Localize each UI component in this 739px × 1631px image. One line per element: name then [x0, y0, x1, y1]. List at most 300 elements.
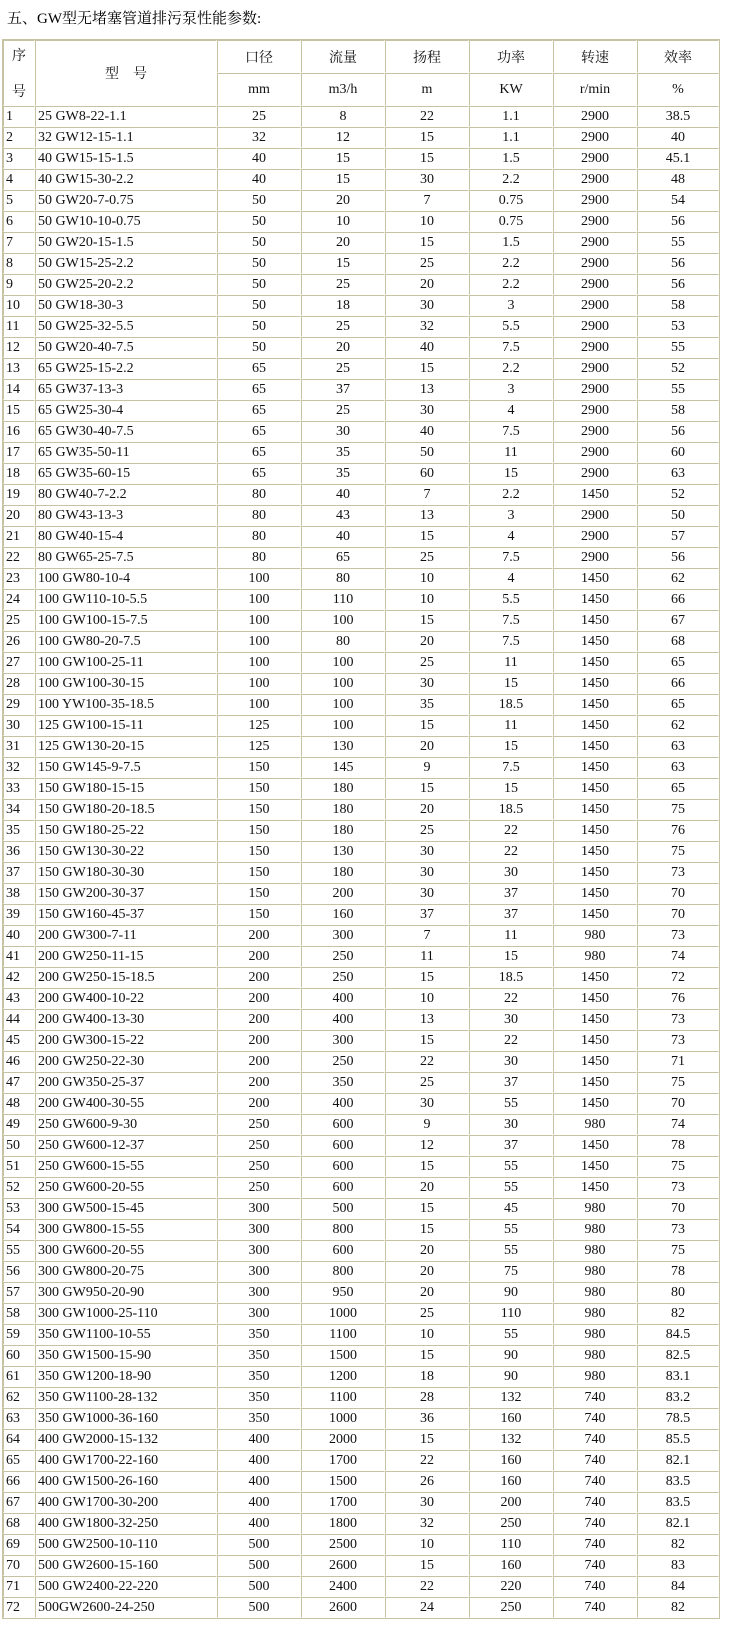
cell-speed: 2900 [553, 127, 637, 148]
cell-flow: 250 [301, 946, 385, 967]
cell-model: 300 GW950-20-90 [35, 1282, 217, 1303]
cell-no: 52 [3, 1177, 35, 1198]
cell-efficiency: 72 [637, 967, 719, 988]
cell-power: 22 [469, 1030, 553, 1051]
cell-flow: 1100 [301, 1387, 385, 1408]
cell-efficiency: 58 [637, 295, 719, 316]
cell-speed: 2900 [553, 463, 637, 484]
cell-diameter: 500 [217, 1555, 301, 1576]
cell-no: 60 [3, 1345, 35, 1366]
cell-speed: 2900 [553, 106, 637, 127]
cell-efficiency: 73 [637, 862, 719, 883]
cell-head: 15 [385, 148, 469, 169]
cell-model: 125 GW100-15-11 [35, 715, 217, 736]
cell-flow: 1200 [301, 1366, 385, 1387]
page-title: 五、GW型无堵塞管道排污泵性能参数: [7, 11, 262, 27]
cell-flow: 20 [301, 337, 385, 358]
cell-no: 18 [3, 463, 35, 484]
cell-model: 50 GW20-15-1.5 [35, 232, 217, 253]
table-row [3, 106, 719, 127]
cell-power: 5.5 [469, 316, 553, 337]
cell-diameter: 200 [217, 967, 301, 988]
cell-efficiency: 55 [637, 337, 719, 358]
cell-flow: 800 [301, 1219, 385, 1240]
cell-efficiency: 83.5 [637, 1471, 719, 1492]
cell-flow: 1500 [301, 1345, 385, 1366]
cell-flow: 600 [301, 1177, 385, 1198]
cell-efficiency: 74 [637, 946, 719, 967]
cell-power: 55 [469, 1156, 553, 1177]
cell-diameter: 150 [217, 841, 301, 862]
cell-speed: 2900 [553, 442, 637, 463]
table-row [3, 358, 719, 379]
cell-flow: 25 [301, 316, 385, 337]
cell-power: 18.5 [469, 694, 553, 715]
cell-diameter: 250 [217, 1177, 301, 1198]
cell-efficiency: 57 [637, 526, 719, 547]
header-row-names [3, 40, 719, 73]
cell-head: 15 [385, 1345, 469, 1366]
cell-diameter: 125 [217, 736, 301, 757]
table-row [3, 1303, 719, 1324]
cell-efficiency: 58 [637, 400, 719, 421]
table-row [3, 1261, 719, 1282]
cell-head: 9 [385, 1114, 469, 1135]
cell-diameter: 50 [217, 232, 301, 253]
cell-head: 10 [385, 988, 469, 1009]
table-row [3, 1387, 719, 1408]
table-row [3, 1366, 719, 1387]
cell-efficiency: 52 [637, 358, 719, 379]
cell-efficiency: 48 [637, 169, 719, 190]
cell-model: 100 GW110-10-5.5 [35, 589, 217, 610]
cell-head: 15 [385, 1030, 469, 1051]
cell-power: 15 [469, 673, 553, 694]
cell-flow: 2000 [301, 1429, 385, 1450]
cell-power: 132 [469, 1429, 553, 1450]
cell-head: 28 [385, 1387, 469, 1408]
cell-efficiency: 82.5 [637, 1345, 719, 1366]
cell-head: 40 [385, 337, 469, 358]
cell-flow: 100 [301, 694, 385, 715]
cell-model: 50 GW25-32-5.5 [35, 316, 217, 337]
cell-speed: 2900 [553, 148, 637, 169]
cell-model: 65 GW35-50-11 [35, 442, 217, 463]
col-header-speed: 转速 [553, 40, 637, 73]
cell-flow: 40 [301, 526, 385, 547]
cell-speed: 1450 [553, 1051, 637, 1072]
cell-diameter: 500 [217, 1597, 301, 1618]
table-row [3, 1450, 719, 1471]
cell-flow: 180 [301, 820, 385, 841]
table-row [3, 1282, 719, 1303]
cell-head: 36 [385, 1408, 469, 1429]
cell-efficiency: 53 [637, 316, 719, 337]
col-header-no-bottom: 号 [12, 85, 26, 100]
cell-power: 2.2 [469, 253, 553, 274]
cell-head: 30 [385, 1492, 469, 1513]
cell-efficiency: 66 [637, 589, 719, 610]
cell-head: 32 [385, 316, 469, 337]
cell-no: 28 [3, 673, 35, 694]
table-row [3, 400, 719, 421]
cell-flow: 80 [301, 568, 385, 589]
cell-flow: 43 [301, 505, 385, 526]
cell-power: 110 [469, 1534, 553, 1555]
table-row [3, 715, 719, 736]
cell-efficiency: 65 [637, 652, 719, 673]
table-row [3, 379, 719, 400]
table-row [3, 799, 719, 820]
table-row [3, 862, 719, 883]
cell-model: 400 GW1800-32-250 [35, 1513, 217, 1534]
cell-power: 15 [469, 463, 553, 484]
cell-power: 15 [469, 736, 553, 757]
cell-power: 55 [469, 1177, 553, 1198]
table-row [3, 337, 719, 358]
cell-diameter: 65 [217, 463, 301, 484]
cell-model: 65 GW35-60-15 [35, 463, 217, 484]
cell-power: 55 [469, 1093, 553, 1114]
cell-diameter: 100 [217, 589, 301, 610]
cell-efficiency: 70 [637, 883, 719, 904]
cell-no: 67 [3, 1492, 35, 1513]
cell-power: 2.2 [469, 274, 553, 295]
cell-head: 25 [385, 253, 469, 274]
cell-efficiency: 82.1 [637, 1450, 719, 1471]
cell-diameter: 65 [217, 442, 301, 463]
cell-no: 27 [3, 652, 35, 673]
cell-power: 7.5 [469, 757, 553, 778]
cell-power: 90 [469, 1345, 553, 1366]
cell-model: 400 GW1700-22-160 [35, 1450, 217, 1471]
cell-speed: 740 [553, 1387, 637, 1408]
cell-head: 10 [385, 211, 469, 232]
table-row [3, 442, 719, 463]
cell-no: 61 [3, 1366, 35, 1387]
table-row [3, 820, 719, 841]
cell-model: 300 GW600-20-55 [35, 1240, 217, 1261]
cell-diameter: 250 [217, 1156, 301, 1177]
cell-no: 64 [3, 1429, 35, 1450]
cell-diameter: 25 [217, 106, 301, 127]
cell-efficiency: 83.5 [637, 1492, 719, 1513]
cell-head: 20 [385, 799, 469, 820]
cell-diameter: 65 [217, 400, 301, 421]
cell-diameter: 400 [217, 1471, 301, 1492]
cell-speed: 1450 [553, 715, 637, 736]
cell-efficiency: 82 [637, 1597, 719, 1618]
cell-head: 15 [385, 778, 469, 799]
cell-diameter: 150 [217, 778, 301, 799]
table-row [3, 1240, 719, 1261]
cell-power: 4 [469, 568, 553, 589]
cell-head: 9 [385, 757, 469, 778]
cell-speed: 980 [553, 1303, 637, 1324]
cell-speed: 740 [553, 1576, 637, 1597]
cell-efficiency: 73 [637, 1009, 719, 1030]
cell-speed: 1450 [553, 1093, 637, 1114]
cell-head: 30 [385, 841, 469, 862]
cell-no: 36 [3, 841, 35, 862]
table-row [3, 127, 719, 148]
cell-no: 56 [3, 1261, 35, 1282]
cell-flow: 300 [301, 925, 385, 946]
cell-head: 10 [385, 1534, 469, 1555]
cell-no: 72 [3, 1597, 35, 1618]
cell-power: 11 [469, 925, 553, 946]
cell-model: 40 GW15-30-2.2 [35, 169, 217, 190]
cell-efficiency: 70 [637, 1198, 719, 1219]
cell-speed: 2900 [553, 316, 637, 337]
cell-flow: 200 [301, 883, 385, 904]
cell-model: 80 GW65-25-7.5 [35, 547, 217, 568]
cell-speed: 980 [553, 1282, 637, 1303]
cell-flow: 100 [301, 715, 385, 736]
cell-speed: 1450 [553, 757, 637, 778]
cell-power: 37 [469, 1072, 553, 1093]
cell-model: 200 GW400-30-55 [35, 1093, 217, 1114]
cell-speed: 1450 [553, 631, 637, 652]
cell-diameter: 100 [217, 694, 301, 715]
cell-model: 250 GW600-20-55 [35, 1177, 217, 1198]
cell-head: 35 [385, 694, 469, 715]
cell-model: 300 GW500-15-45 [35, 1198, 217, 1219]
table-row [3, 1492, 719, 1513]
cell-flow: 18 [301, 295, 385, 316]
cell-diameter: 200 [217, 946, 301, 967]
cell-no: 37 [3, 862, 35, 883]
cell-flow: 20 [301, 232, 385, 253]
cell-flow: 600 [301, 1114, 385, 1135]
cell-model: 50 GW10-10-0.75 [35, 211, 217, 232]
cell-flow: 1700 [301, 1450, 385, 1471]
cell-efficiency: 75 [637, 799, 719, 820]
cell-no: 53 [3, 1198, 35, 1219]
cell-head: 10 [385, 1324, 469, 1345]
cell-power: 45 [469, 1198, 553, 1219]
cell-speed: 740 [553, 1513, 637, 1534]
cell-diameter: 80 [217, 526, 301, 547]
table-row [3, 883, 719, 904]
cell-no: 49 [3, 1114, 35, 1135]
cell-no: 66 [3, 1471, 35, 1492]
table-row [3, 1072, 719, 1093]
cell-efficiency: 76 [637, 988, 719, 1009]
cell-efficiency: 62 [637, 715, 719, 736]
cell-power: 30 [469, 862, 553, 883]
cell-efficiency: 56 [637, 274, 719, 295]
cell-model: 200 GW400-13-30 [35, 1009, 217, 1030]
cell-no: 42 [3, 967, 35, 988]
cell-diameter: 100 [217, 673, 301, 694]
cell-no: 57 [3, 1282, 35, 1303]
cell-speed: 740 [553, 1471, 637, 1492]
cell-head: 15 [385, 715, 469, 736]
cell-head: 11 [385, 946, 469, 967]
cell-no: 6 [3, 211, 35, 232]
cell-head: 12 [385, 1135, 469, 1156]
table-row [3, 316, 719, 337]
cell-power: 4 [469, 400, 553, 421]
cell-speed: 2900 [553, 358, 637, 379]
cell-power: 250 [469, 1513, 553, 1534]
cell-power: 55 [469, 1219, 553, 1240]
cell-head: 24 [385, 1597, 469, 1618]
table-row [3, 1471, 719, 1492]
cell-flow: 100 [301, 652, 385, 673]
cell-flow: 500 [301, 1198, 385, 1219]
cell-efficiency: 56 [637, 547, 719, 568]
table-header [3, 40, 719, 106]
cell-model: 200 GW300-15-22 [35, 1030, 217, 1051]
cell-no: 17 [3, 442, 35, 463]
cell-efficiency: 54 [637, 190, 719, 211]
cell-model: 500 GW2500-10-110 [35, 1534, 217, 1555]
cell-diameter: 50 [217, 253, 301, 274]
cell-model: 400 GW1700-30-200 [35, 1492, 217, 1513]
cell-model: 300 GW800-20-75 [35, 1261, 217, 1282]
table-row [3, 421, 719, 442]
cell-head: 30 [385, 862, 469, 883]
table-row [3, 904, 719, 925]
table-row [3, 778, 719, 799]
cell-no: 35 [3, 820, 35, 841]
cell-power: 75 [469, 1261, 553, 1282]
cell-head: 15 [385, 610, 469, 631]
cell-no: 11 [3, 316, 35, 337]
cell-power: 160 [469, 1555, 553, 1576]
cell-efficiency: 75 [637, 1156, 719, 1177]
table-row [3, 1051, 719, 1072]
cell-head: 40 [385, 421, 469, 442]
cell-no: 29 [3, 694, 35, 715]
cell-diameter: 50 [217, 337, 301, 358]
cell-model: 250 GW600-12-37 [35, 1135, 217, 1156]
cell-power: 220 [469, 1576, 553, 1597]
cell-no: 39 [3, 904, 35, 925]
cell-head: 30 [385, 400, 469, 421]
col-header-flow: 流量 [301, 40, 385, 73]
table-row [3, 463, 719, 484]
cell-power: 4 [469, 526, 553, 547]
cell-flow: 180 [301, 799, 385, 820]
table-row [3, 274, 719, 295]
cell-efficiency: 62 [637, 568, 719, 589]
table-row [3, 1114, 719, 1135]
cell-no: 58 [3, 1303, 35, 1324]
table-row [3, 631, 719, 652]
cell-efficiency: 56 [637, 253, 719, 274]
cell-flow: 2400 [301, 1576, 385, 1597]
pump-spec-table [2, 39, 720, 1619]
cell-model: 150 GW180-20-18.5 [35, 799, 217, 820]
cell-power: 90 [469, 1366, 553, 1387]
table-row [3, 295, 719, 316]
cell-diameter: 80 [217, 547, 301, 568]
cell-no: 15 [3, 400, 35, 421]
cell-efficiency: 65 [637, 778, 719, 799]
cell-efficiency: 66 [637, 673, 719, 694]
cell-speed: 1450 [553, 904, 637, 925]
cell-no: 1 [3, 106, 35, 127]
cell-diameter: 200 [217, 1051, 301, 1072]
cell-power: 37 [469, 1135, 553, 1156]
cell-flow: 15 [301, 253, 385, 274]
cell-speed: 740 [553, 1492, 637, 1513]
table-row [3, 1576, 719, 1597]
cell-head: 22 [385, 106, 469, 127]
cell-no: 22 [3, 547, 35, 568]
cell-speed: 980 [553, 1366, 637, 1387]
cell-model: 150 GW160-45-37 [35, 904, 217, 925]
cell-power: 55 [469, 1240, 553, 1261]
cell-efficiency: 78 [637, 1261, 719, 1282]
cell-flow: 15 [301, 148, 385, 169]
cell-power: 55 [469, 1324, 553, 1345]
cell-power: 3 [469, 295, 553, 316]
cell-power: 7.5 [469, 547, 553, 568]
cell-flow: 600 [301, 1240, 385, 1261]
cell-model: 350 GW1000-36-160 [35, 1408, 217, 1429]
cell-power: 37 [469, 904, 553, 925]
cell-head: 20 [385, 1240, 469, 1261]
table-row [3, 1513, 719, 1534]
cell-efficiency: 82.1 [637, 1513, 719, 1534]
cell-efficiency: 55 [637, 379, 719, 400]
table-row [3, 547, 719, 568]
cell-diameter: 250 [217, 1114, 301, 1135]
cell-efficiency: 56 [637, 211, 719, 232]
table-row [3, 505, 719, 526]
cell-efficiency: 50 [637, 505, 719, 526]
cell-model: 150 GW180-15-15 [35, 778, 217, 799]
cell-efficiency: 75 [637, 841, 719, 862]
col-header-no [3, 40, 35, 106]
cell-flow: 1700 [301, 1492, 385, 1513]
cell-diameter: 500 [217, 1576, 301, 1597]
cell-flow: 37 [301, 379, 385, 400]
cell-no: 71 [3, 1576, 35, 1597]
cell-flow: 100 [301, 610, 385, 631]
cell-no: 7 [3, 232, 35, 253]
cell-no: 21 [3, 526, 35, 547]
cell-diameter: 65 [217, 358, 301, 379]
cell-model: 200 GW350-25-37 [35, 1072, 217, 1093]
cell-power: 110 [469, 1303, 553, 1324]
cell-flow: 1000 [301, 1303, 385, 1324]
cell-head: 30 [385, 673, 469, 694]
table-row [3, 757, 719, 778]
cell-speed: 1450 [553, 1072, 637, 1093]
cell-head: 10 [385, 589, 469, 610]
cell-speed: 1450 [553, 1156, 637, 1177]
cell-no: 8 [3, 253, 35, 274]
cell-head: 22 [385, 1450, 469, 1471]
cell-efficiency: 67 [637, 610, 719, 631]
cell-power: 22 [469, 841, 553, 862]
table-row [3, 1345, 719, 1366]
cell-head: 60 [385, 463, 469, 484]
table-row [3, 610, 719, 631]
cell-model: 65 GW25-30-4 [35, 400, 217, 421]
cell-no: 2 [3, 127, 35, 148]
cell-efficiency: 38.5 [637, 106, 719, 127]
cell-flow: 180 [301, 862, 385, 883]
cell-model: 200 GW250-11-15 [35, 946, 217, 967]
cell-model: 25 GW8-22-1.1 [35, 106, 217, 127]
cell-no: 46 [3, 1051, 35, 1072]
